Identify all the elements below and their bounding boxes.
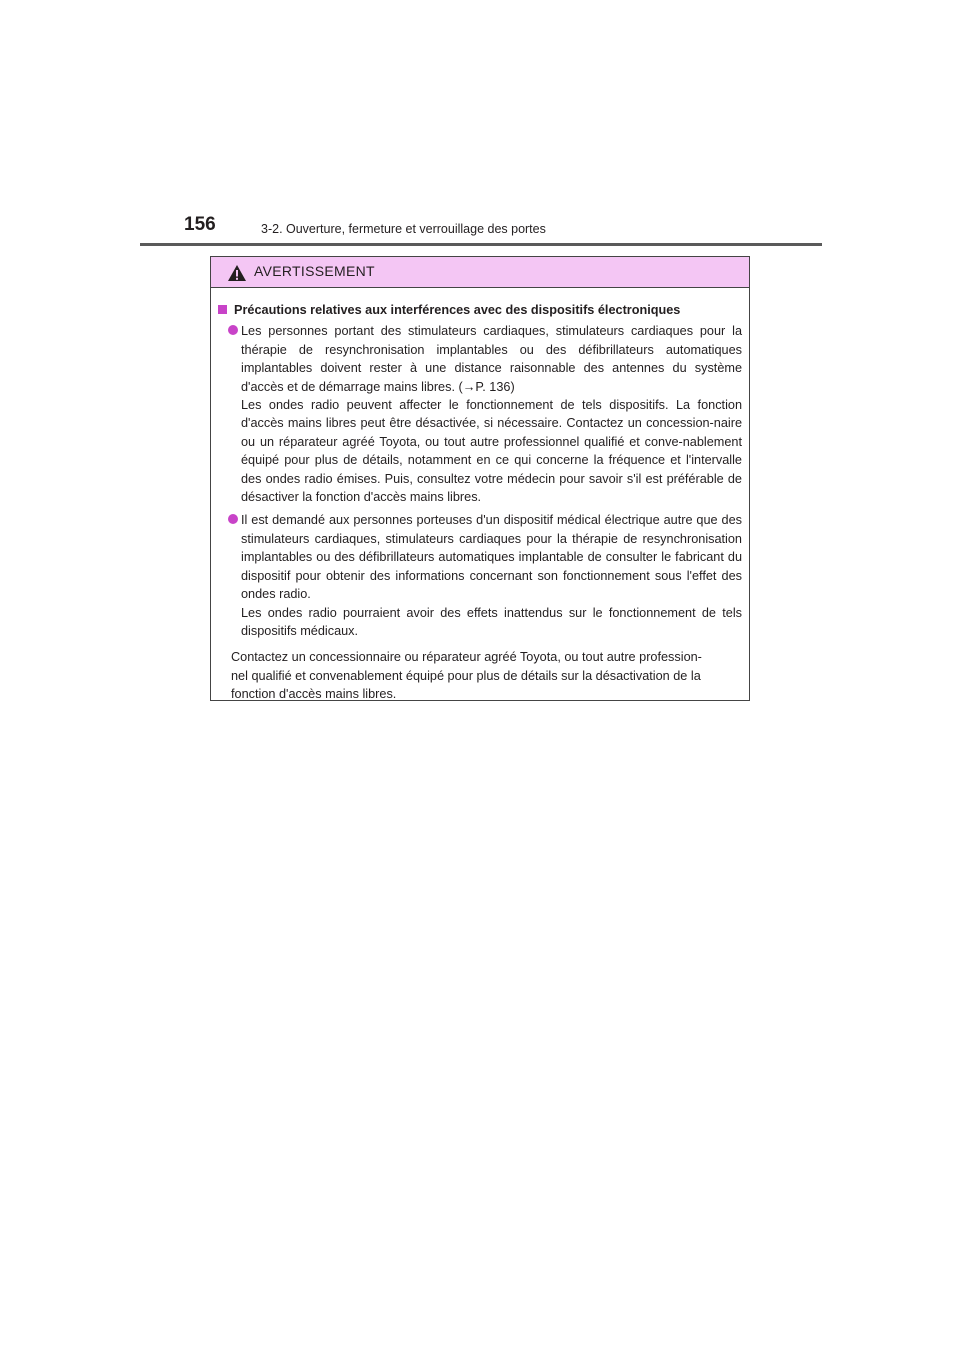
bullet-paragraph: Les ondes radio peuvent affecter le fonctionnement de tels dispositifs. La fonction d'accès mains libres peut être désactivée, si nécessaire. Contactez un concession-naire ou un réparateur agréé Toyota, ou tout autre professionnel qualifié et conve-nablement équipé pour plus de détails, notamment en ce qui concerne la fréquence et l'intervalle des ondes radio émises. Puis, consultez votre médecin pour savoir s'il est préférable de désactiver la fonction d'accès mains libres. bbox=[241, 398, 742, 505]
bullet-paragraph: Il est demandé aux personnes porteuses d'un dispositif médical électrique autre que des stimulateurs cardiaques, stimulateurs cardiaques pour la thérapie de resynchronisation implantables ou des défibrillateurs automatiques implantable de consulter le fabricant du dispositif pour obtenir des informations concernant son fonctionnement sous l'effet des ondes radio. bbox=[241, 513, 742, 602]
warning-title: AVERTISSEMENT bbox=[254, 263, 375, 279]
warning-content bbox=[211, 288, 749, 704]
round-bullet-icon bbox=[228, 325, 238, 335]
warning-box bbox=[210, 256, 750, 701]
square-bullet-icon bbox=[218, 305, 227, 314]
list-item bbox=[218, 511, 742, 640]
warning-header bbox=[211, 257, 749, 288]
round-bullet-icon bbox=[228, 514, 238, 524]
closing-paragraph: Contactez un concessionnaire ou réparateur agréé Toyota, ou tout autre profession- nel qualifié et convenablement équipé pour plus de détails sur la désactivation de la fonction d'accès mains libres. bbox=[231, 650, 702, 702]
section-title: 3-2. Ouverture, fermeture et verrouillage des portes bbox=[261, 222, 546, 236]
list-item bbox=[218, 322, 742, 506]
warning-heading: Précautions relatives aux interférences avec des dispositifs électroniques bbox=[218, 301, 742, 319]
warning-triangle-icon bbox=[227, 264, 247, 282]
bullet-paragraph: Les personnes portant des stimulateurs cardiaques, stimulateurs cardiaques pour la thérapie de resynchronisation implantables ou des défibrillateurs automatiques implantables doivent rester à une distance raisonnable des antennes du système d'accès et de démarrage mains libres. (→P. 136) bbox=[241, 324, 742, 394]
header-rule bbox=[140, 243, 822, 246]
page-number: 156 bbox=[184, 214, 216, 235]
bullet-paragraph: Les ondes radio pourraient avoir des effets inattendus sur le fonctionnement de tels dispositifs médicaux. bbox=[241, 605, 742, 638]
